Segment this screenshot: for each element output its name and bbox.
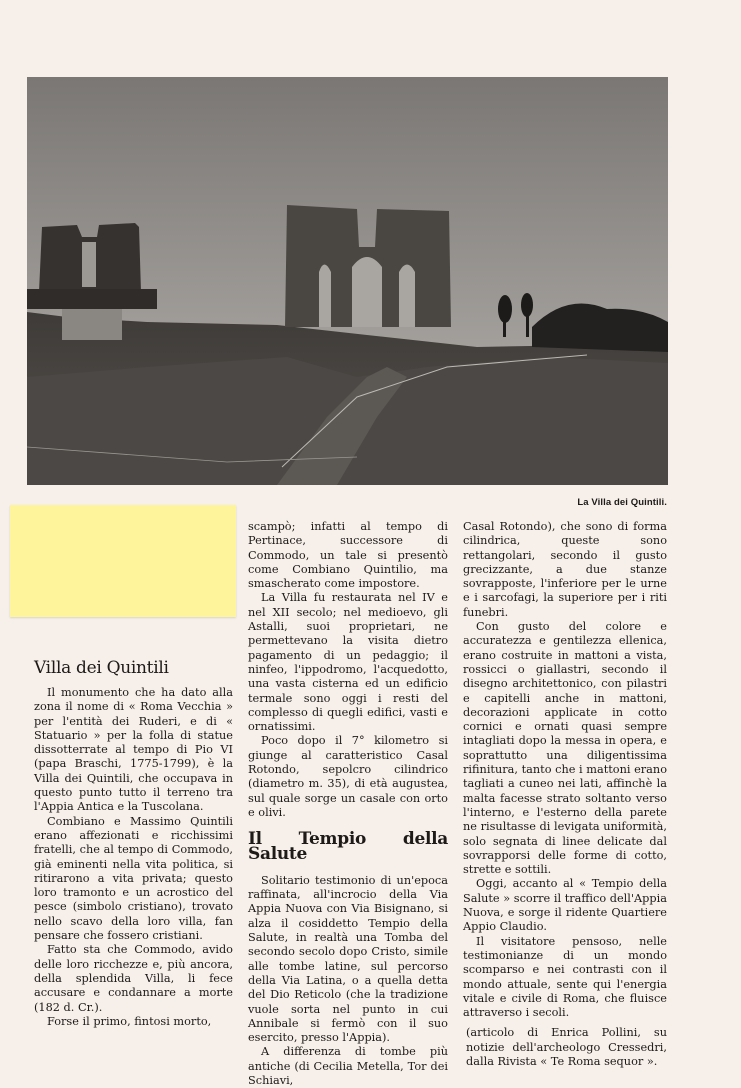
paragraph: A differenza di tombe più antiche (di Cecilia Metella, Tor dei Schiavi,	[248, 1045, 448, 1087]
villa-ruins-image	[27, 77, 668, 485]
paragraph: Solitario testimonio di un'epoca raffinata, all'incrocio della Via Appia Nuova con Via Bisignano, si alza il cosiddetto Tempio della Salute, in realtà una Tomba del secondo secolo dopo Cristo, simile alle tombe latine, sul percorso della Via Latina, o a quella detta del Dio Reticolo (che la tradizione vuole sorta nel punto in cui Annibale si fermò con il suo esercito, presso l'Appia).	[248, 873, 448, 1045]
paragraph: Combiano e Massimo Quintili erano affezionati e ricchissimi fratelli, che al tempo di Commodo, già eminenti nella vita politica, si ritirarono a vita privata; questo loro tramonto e un acrostico del pesce (simbolo cristiano), trovato nello scavo della loro villa, fan pensare che fossero cristiani.	[34, 814, 233, 943]
sticky-note	[10, 505, 236, 617]
villa-photo	[27, 77, 668, 485]
paragraph: scampò; infatti al tempo di Pertinace, successore di Commodo, un tale si presentò come Combiano Quintilio, ma smascherato come impostore.	[248, 520, 448, 591]
article-title: Villa dei Quintili	[34, 658, 169, 678]
paragraph: Casal Rotondo), che sono di forma cilindrica, queste sono rettangolari, secondo il gusto grecizzante, a due stanze sovrapposte, l'inferiore per le urne e i sarcofagi, la superiore per i riti funebri.	[463, 520, 667, 619]
photo-caption: La Villa dei Quintili.	[577, 497, 667, 508]
paragraph: Oggi, accanto al « Tempio della Salute » scorre il traffico dell'Appia Nuova, e sorge il ridente Quartiere Appio Claudio.	[463, 877, 667, 934]
column-1	[34, 686, 233, 1029]
paragraph: Poco dopo il 7° kilometro si giunge al caratteristico Casal Rotondo, sepolcro cilindrico (diametro m. 35), di età augustea, sul quale sorge un casale con orto e olivi.	[248, 734, 448, 819]
column-2	[248, 520, 448, 1088]
paragraph: La Villa fu restaurata nel IV e nel XII secolo; nel medioevo, gli Astalli, suoi proprietari, ne permettevano la visita dietro pagamento di un pedaggio; il ninfeo, l'ippodromo, l'acquedotto, una vasta cisterna ed un edificio termale sono oggi i resti del complesso di quegli edifici, vasti e ornatissimi.	[248, 591, 448, 734]
paragraph: Forse il primo, fintosi morto,	[47, 1014, 212, 1028]
paragraph: Il visitatore pensoso, nelle testimonianze di un mondo scomparso e nei contrasti con il mondo attuale, sente qui l'energia vitale e civile di Roma, che fluisce attraverso i secoli.	[463, 934, 667, 1020]
column-3	[463, 520, 667, 1069]
source-note: (articolo di Enrica Pollini, su notizie dell'archeologo Cressedri, dalla Rivista « Te Roma sequor ».	[466, 1026, 667, 1068]
section-subtitle: Il Tempio della Salute	[248, 829, 448, 864]
paragraph: Con gusto del colore e accuratezza e gentilezza ellenica, erano costruite in mattoni a vista, rossicci o giallastri, secondo il disegno architettonico, con pilastri e capitelli anche in mattoni, decorazioni applicate in cotto cornici e ornati quasi sempre intagliati dopo la messa in opera, e soprattutto una diligentissima rifinitura, tanto che i mattoni erano tagliati a cuneo nei lati, affinchè la malta facesse strato soltanto verso l'interno, e l'esterno della parete ne risultasse di levigata uniformità, solo segnata di linee delicate dal sovrapporsi delle forme di cotto, strette e sottili.	[463, 620, 667, 877]
paragraph: Fatto sta che Commodo, avido delle loro ricchezze e, più ancora, della splendida Villa, li fece accusare e condannare a morte (182 d. Cr.).	[34, 943, 233, 1014]
paragraph: Il monumento che ha dato alla zona il nome di « Roma Vecchia » per l'entità dei Ruderi, e di « Statuario » per la folla di statue dissotterrate al tempo di Pio VI (papa Braschi, 1775-1799), è la Villa dei Quintili, che occupava in questo punto tutto il terreno tra l'Appia Antica e la Tuscolana.	[34, 686, 233, 814]
